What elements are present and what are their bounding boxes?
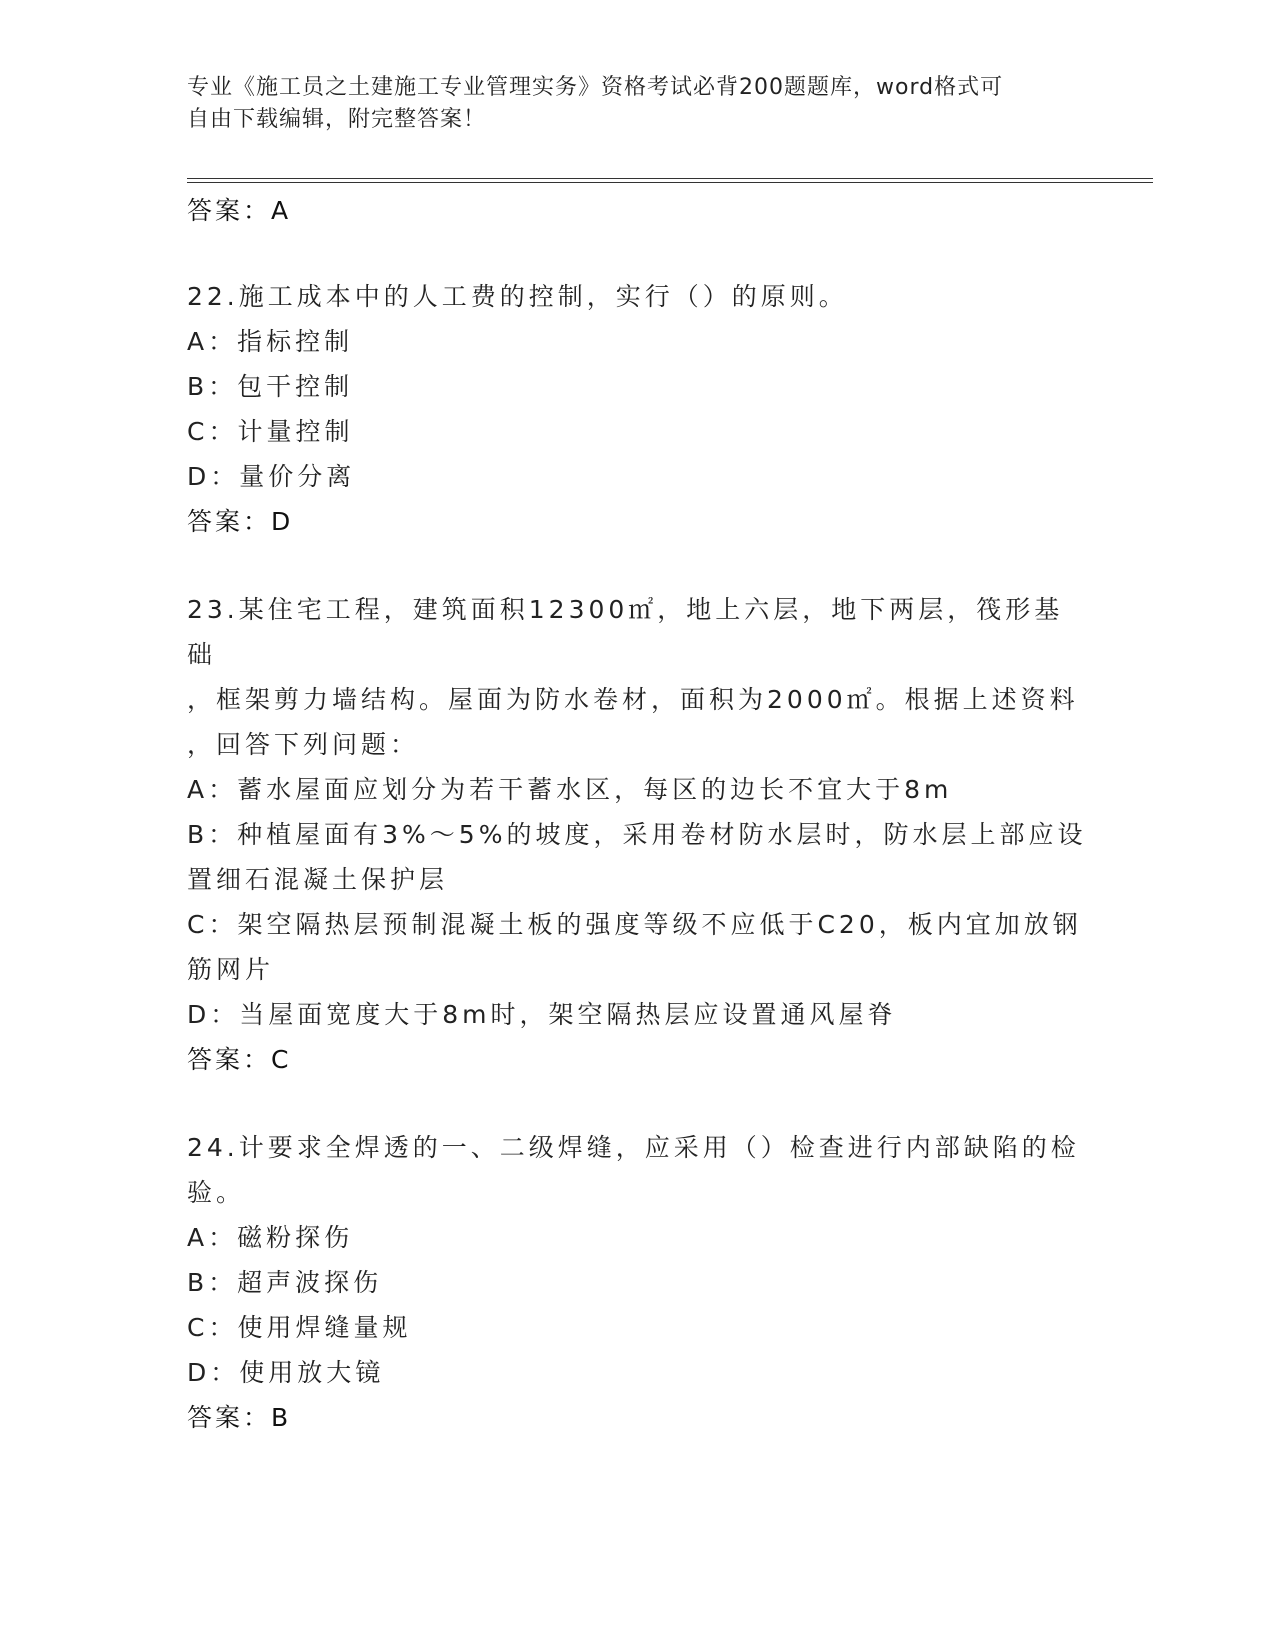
answer-line: 答案：D: [187, 507, 294, 536]
header-line-1: 专业《施工员之土建施工专业管理实务》资格考试必背200题题库，word格式可: [187, 75, 1004, 100]
option-d: D：当屋面宽度大于8m时，架空隔热层应设置通风屋脊: [187, 1000, 897, 1029]
option-b-continued: 置细石混凝土保护层: [187, 865, 449, 894]
option-a: A：磁粉探伤: [187, 1223, 354, 1252]
question-22: [187, 274, 1087, 545]
answer-line: 答案：C: [187, 1045, 292, 1074]
document-header: [187, 72, 1067, 136]
question-23: [187, 587, 1087, 1083]
option-d: D：使用放大镜: [187, 1358, 385, 1387]
option-a: A：指标控制: [187, 327, 354, 356]
document-body: [187, 188, 1087, 1441]
option-b: B：超声波探伤: [187, 1268, 383, 1297]
option-c: C：计量控制: [187, 417, 354, 446]
question-text: ，框架剪力墙结构。屋面为防水卷材，面积为2000㎡。根据上述资料: [187, 685, 1079, 714]
header-line-2: 自由下载编辑，附完整答案！: [187, 107, 487, 132]
option-d: D：量价分离: [187, 462, 356, 491]
header-divider-bottom: [187, 182, 1153, 183]
question-text: ，回答下列问题：: [187, 730, 420, 759]
answer-line: 答案：A: [187, 196, 292, 225]
question-text: 22.施工成本中的人工费的控制，实行（）的原则。: [187, 282, 848, 311]
question-text: 23.某住宅工程，建筑面积12300㎡，地上六层，地下两层，筏形基础: [187, 595, 1064, 669]
option-b: B：包干控制: [187, 372, 354, 401]
question-text: 24.计要求全焊透的一、二级焊缝，应采用（）检查进行内部缺陷的检: [187, 1133, 1080, 1162]
option-c: C：架空隔热层预制混凝土板的强度等级不应低于C20，板内宜加放钢: [187, 910, 1082, 939]
option-c: C：使用焊缝量规: [187, 1313, 412, 1342]
option-b: B：种植屋面有3%～5%的坡度，采用卷材防水层时，防水层上部应设: [187, 820, 1087, 849]
question-text: 验。: [187, 1178, 246, 1207]
option-c-continued: 筋网片: [187, 955, 275, 984]
answer-line: 答案：B: [187, 1403, 292, 1432]
question-24: [187, 1125, 1087, 1441]
option-a: A：蓄水屋面应划分为若干蓄水区，每区的边长不宜大于8m: [187, 775, 953, 804]
header-divider-top: [187, 178, 1153, 179]
